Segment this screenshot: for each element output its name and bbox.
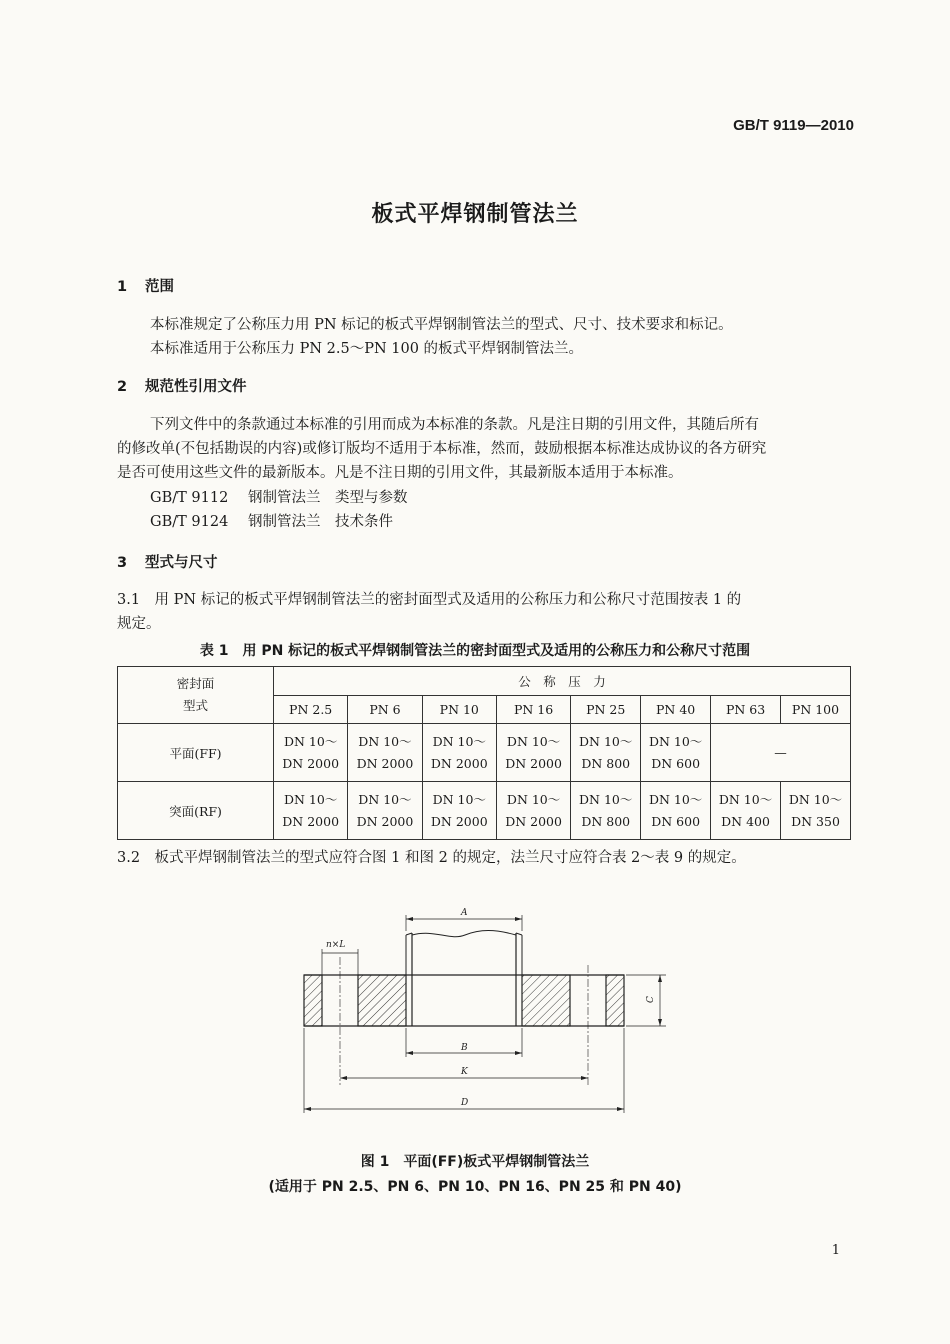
reference-name: 钢制管法兰 类型与参数 bbox=[248, 490, 408, 506]
figure-1-caption: 图 1 平面(FF)板式平焊钢制管法兰 bbox=[360, 1154, 590, 1170]
pressure-group-header: 公 称 压 力 bbox=[274, 667, 851, 696]
table-cell: DN 10～ DN 2000 bbox=[274, 782, 348, 840]
reference-item bbox=[150, 486, 408, 510]
table-row bbox=[118, 724, 851, 782]
row-label: 平面(FF) bbox=[118, 724, 274, 782]
pn-header: PN 2.5 bbox=[274, 696, 348, 724]
section-1-para-2: 本标准适用于公称压力 PN 2.5～PN 100 的板式平焊钢制管法兰。 bbox=[150, 341, 584, 357]
section-2-title: 规范性引用文件 bbox=[145, 379, 247, 395]
dimension-label-nl: n×L bbox=[326, 940, 346, 950]
table-cell: DN 10～ DN 800 bbox=[571, 782, 641, 840]
section-1-heading bbox=[117, 275, 174, 296]
table-cell: DN 10～ DN 2000 bbox=[422, 724, 496, 782]
section-3-number: 3 bbox=[117, 555, 128, 571]
corner-line-2: 型式 bbox=[182, 698, 208, 713]
section-2-para-line-3: 是否可使用这些文件的最新版本。凡是不注日期的引用文件，其最新版本适用于本标准。 bbox=[117, 465, 683, 481]
table-cell: DN 10～ DN 350 bbox=[781, 782, 851, 840]
table-cell: DN 10～ DN 600 bbox=[641, 782, 711, 840]
section-3-heading bbox=[117, 551, 218, 572]
flange-drawing-figure-1 bbox=[290, 895, 670, 1125]
section-1-title: 范围 bbox=[145, 279, 174, 295]
corner-line-1: 密封面 bbox=[176, 676, 215, 691]
pn-header: PN 6 bbox=[348, 696, 422, 724]
section-2-number: 2 bbox=[117, 379, 128, 395]
flange-section-right-inner bbox=[522, 975, 570, 1026]
flange-section-left-inner bbox=[358, 975, 406, 1026]
clause-3-1-line-1: 3.1 用 PN 标记的板式平焊钢制管法兰的密封面型式及适用的公称压力和公称尺寸范围按表 1 的 bbox=[117, 592, 742, 608]
table-1 bbox=[117, 666, 851, 840]
table-cell: DN 10～ DN 800 bbox=[571, 724, 641, 782]
page-number: 1 bbox=[831, 1243, 840, 1258]
section-2-heading bbox=[117, 375, 247, 396]
table-cell: DN 10～ DN 400 bbox=[711, 782, 781, 840]
row-label: 突面(RF) bbox=[118, 782, 274, 840]
table-cell: DN 10～ DN 2000 bbox=[496, 724, 570, 782]
table-cell: DN 10～ DN 2000 bbox=[274, 724, 348, 782]
table-cell: DN 10～ DN 2000 bbox=[422, 782, 496, 840]
table-cell: DN 10～ DN 2000 bbox=[496, 782, 570, 840]
pn-header: PN 63 bbox=[711, 696, 781, 724]
section-1-number: 1 bbox=[117, 279, 128, 295]
dimension-label-k: K bbox=[461, 1067, 468, 1077]
section-1-para-1: 本标准规定了公称压力用 PN 标记的板式平焊钢制管法兰的型式、尺寸、技术要求和标记。 bbox=[150, 317, 733, 333]
flange-section-right-outer bbox=[606, 975, 624, 1026]
clause-3-2: 3.2 板式平焊钢制管法兰的型式应符合图 1 和图 2 的规定，法兰尺寸应符合表 2～表 9 的规定。 bbox=[117, 850, 746, 866]
table-cell: DN 10～ DN 2000 bbox=[348, 724, 422, 782]
table-1-caption: 表 1 用 PN 标记的板式平焊钢制管法兰的密封面型式及适用的公称压力和公称尺寸范围 bbox=[199, 643, 751, 659]
pn-header: PN 10 bbox=[422, 696, 496, 724]
section-3-title: 型式与尺寸 bbox=[145, 555, 218, 571]
dimension-label-a: A bbox=[461, 908, 468, 918]
reference-name: 钢制管法兰 技术条件 bbox=[248, 514, 393, 530]
flange-section-left-outer bbox=[304, 975, 322, 1026]
standard-code: GB/T 9119—2010 bbox=[733, 117, 854, 134]
pn-header: PN 100 bbox=[781, 696, 851, 724]
dimension-label-b: B bbox=[461, 1043, 468, 1053]
table-cell: DN 10～ DN 2000 bbox=[348, 782, 422, 840]
pn-header: PN 16 bbox=[496, 696, 570, 724]
figure-1-subcaption: (适用于 PN 2.5、PN 6、PN 10、PN 16、PN 25 和 PN 40) bbox=[268, 1179, 682, 1195]
reference-code: GB/T 9112 bbox=[150, 490, 229, 506]
section-2-para-line-1: 下列文件中的条款通过本标准的引用而成为本标准的条款。凡是注日期的引用文件，其随后所有 bbox=[150, 417, 759, 433]
reference-item bbox=[150, 510, 393, 534]
table-row bbox=[118, 782, 851, 840]
not-applicable-cell: — bbox=[711, 724, 851, 782]
pn-header: PN 40 bbox=[641, 696, 711, 724]
dimension-label-c: C bbox=[646, 996, 656, 1003]
table-cell: DN 10～ DN 600 bbox=[641, 724, 711, 782]
pn-header: PN 25 bbox=[571, 696, 641, 724]
clause-3-1-line-2: 规定。 bbox=[117, 616, 161, 632]
table-corner-header bbox=[118, 667, 274, 724]
dimension-label-d: D bbox=[461, 1098, 469, 1108]
reference-code: GB/T 9124 bbox=[150, 514, 229, 530]
page-title: 板式平焊钢制管法兰 bbox=[371, 202, 579, 227]
section-2-para-line-2: 的修改单(不包括勘误的内容)或修订版均不适用于本标准，然而，鼓励根据本标准达成协议的各方研究 bbox=[117, 441, 767, 457]
